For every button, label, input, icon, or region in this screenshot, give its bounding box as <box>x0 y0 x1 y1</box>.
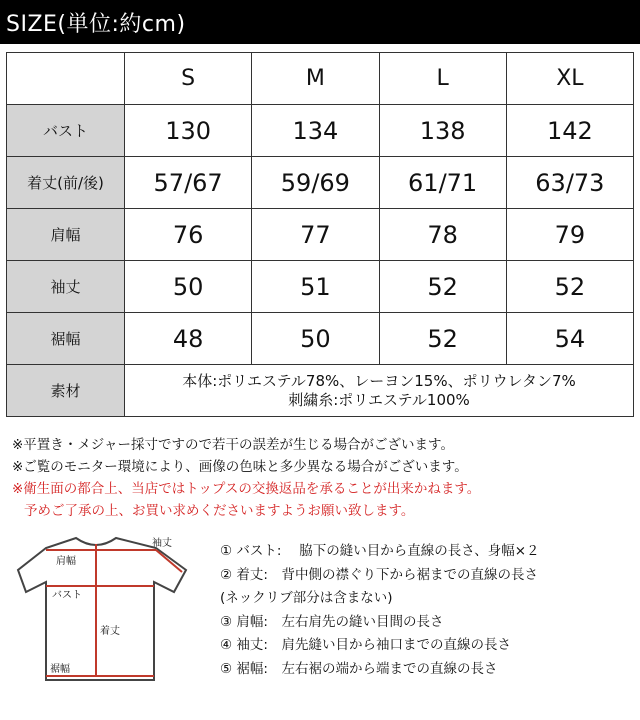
page-title: SIZE(単位:約cm) <box>6 11 186 37</box>
table-cell: 52 <box>379 313 506 365</box>
table-cell: 52 <box>379 261 506 313</box>
size-table <box>6 52 634 417</box>
label-length: 着丈 <box>100 626 120 637</box>
table-cell: 63/73 <box>506 157 633 209</box>
table-cell: 59/69 <box>252 157 379 209</box>
legend-item: ⑤ 裾幅: 左右裾の端から端までの直線の長さ <box>220 660 498 677</box>
size-header-row <box>7 53 634 105</box>
page-header <box>0 0 640 44</box>
table-cell: 130 <box>125 105 252 157</box>
size-label: M <box>252 53 379 105</box>
table-cell: 78 <box>379 209 506 261</box>
size-label: XL <box>506 53 633 105</box>
corner-cell <box>7 53 125 105</box>
notes <box>12 434 480 522</box>
table-cell: 51 <box>252 261 379 313</box>
note-no-returns: ※衛生面の都合上、当店ではトップスの交換返品を承ることが出来かねます。 <box>12 481 481 497</box>
table-row <box>7 105 634 157</box>
note-monitor: ※ご覧のモニター環境により、画像の色味と多少異なる場合がございます。 <box>12 459 468 475</box>
legend-item: ② 着丈: 背中側の襟ぐり下から裾までの直線の長さ <box>220 566 538 583</box>
row-label: 袖丈 <box>7 261 125 313</box>
table-cell: 52 <box>506 261 633 313</box>
material-embroidery: 刺繍糸:ポリエステル100% <box>288 390 470 409</box>
legend-item: ① バスト: 脇下の縫い目から直線の長さ、身幅×２ <box>220 543 540 559</box>
table-cell: 50 <box>252 313 379 365</box>
table-cell: 50 <box>125 261 252 313</box>
label-bust: バスト <box>52 590 82 601</box>
row-label: 肩幅 <box>7 209 125 261</box>
measurement-legend <box>220 540 540 681</box>
tshirt-diagram <box>16 530 206 690</box>
table-cell: 48 <box>125 313 252 365</box>
table-cell: 138 <box>379 105 506 157</box>
row-label: 素材 <box>7 365 125 417</box>
size-label: S <box>125 53 252 105</box>
label-shoulder: 肩幅 <box>56 556 76 567</box>
note-measurement: ※平置き・メジャー採寸ですので若干の誤差が生じる場合がございます。 <box>12 437 454 453</box>
table-row <box>7 209 634 261</box>
table-cell: 76 <box>125 209 252 261</box>
table-cell: 57/67 <box>125 157 252 209</box>
legend-item: (ネックリブ部分は含まない) <box>220 590 393 606</box>
table-cell: 79 <box>506 209 633 261</box>
tshirt-outline <box>18 538 186 680</box>
table-cell: 54 <box>506 313 633 365</box>
table-cell: 61/71 <box>379 157 506 209</box>
table-cell: 142 <box>506 105 633 157</box>
label-hem: 裾幅 <box>50 664 70 675</box>
size-label: L <box>379 53 506 105</box>
label-sleeve: 袖丈 <box>152 538 172 549</box>
material-body: 本体:ポリエステル78%、レーヨン15%、ポリウレタン7% <box>182 371 576 390</box>
table-row <box>7 261 634 313</box>
row-label: 裾幅 <box>7 313 125 365</box>
table-cell: 77 <box>252 209 379 261</box>
row-label: バスト <box>7 105 125 157</box>
legend-item: ④ 袖丈: 肩先縫い目から袖口までの直線の長さ <box>220 637 511 653</box>
table-cell: 134 <box>252 105 379 157</box>
table-row <box>7 157 634 209</box>
material-cell <box>125 365 634 417</box>
legend-item: ③ 肩幅: 左右肩先の縫い目間の長さ <box>220 613 444 630</box>
table-row <box>7 313 634 365</box>
note-apology: 予めご了承の上、お買い求めくださいますようお願い致します。 <box>24 503 415 519</box>
row-label: 着丈(前/後) <box>7 157 125 209</box>
material-row <box>7 365 634 417</box>
